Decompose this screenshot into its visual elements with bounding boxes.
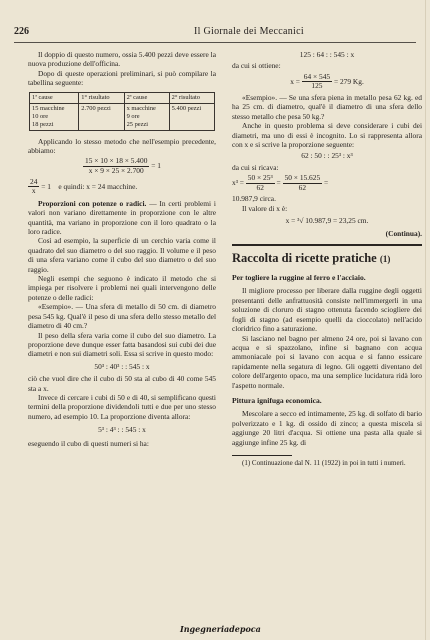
numerator: 50 × 15.625	[284, 173, 321, 183]
equation	[232, 174, 422, 192]
fraction	[83, 157, 149, 175]
journal-title: Il Giornale dei Meccanici	[194, 26, 304, 37]
paragraph: Invece di cercare i cubi di 50 e di 40, si semplificano questi termini della proporzione dividendoli tutti e due per uno stesso numero, ad esempio 10. La proporzione diventa allora:	[28, 392, 216, 421]
section-heading-inline: Proporzioni con potenze o radici.	[38, 198, 147, 208]
fraction	[246, 174, 275, 192]
equation: 125 : 64 : : 545 : x	[299, 50, 355, 59]
numerator: 64 × 545	[303, 71, 331, 81]
right-column	[232, 50, 422, 468]
denominator: 62	[298, 182, 307, 192]
table-cell: x macchine 9 ore 25 pezzi	[124, 103, 169, 130]
table-header-cell: 2° risultato	[169, 92, 214, 103]
page-edge	[425, 0, 426, 640]
numerator: 50 × 25³	[247, 173, 273, 183]
recipe-title: Pittura ignifuga economica.	[232, 395, 322, 405]
table-header-row	[30, 92, 215, 103]
footnote: (1) Continuazione dal N. 11 (1922) in poi in tutti i numeri.	[242, 458, 406, 467]
paragraph: «Esempio». — Se una sfera piena in metallo pesa 62 kg. ed ha 25 cm. di diametro, qual'è il diametro di una sfera dello stesso metallo che pesa 50 kg.?	[232, 93, 422, 121]
paragraph: Anche in questo problema si deve considerare i cubi dei diametri, ma uno di essi è incognito. Lo si rappresenta allora con x e si scrive la proporzione seguente:	[232, 121, 422, 150]
numerator: 15 × 10 × 18 × 5.400	[85, 156, 148, 166]
recipe-title: Per togliere la ruggine al ferro e l'acciaio.	[232, 273, 366, 283]
paragraph: da cui si ottiene:	[232, 61, 281, 71]
equation-rhs: = 279 Kg.	[333, 76, 364, 86]
denominator: 125	[311, 81, 323, 91]
paragraph: Mescolare a secco ed intimamente, 25 kg. di solfato di bario polverizzato e 1 kg. di ossido di zinco; a questa miscela si aggiunge 20 litri d'acqua. Si ottiene una pasta alla quale si aggiunge infine 25 kg. di	[232, 409, 422, 447]
paragraph: Il peso della sfera varia come il cubo del suo diametro. La proporzione deve dunque esser fatta basandosi sui cubi dei due diametri e non sui diametri soli. Essa si scrive in questo modo:	[28, 330, 216, 359]
footnote-rule	[232, 455, 292, 456]
equation: 62 : 50 : : 25³ : x³	[301, 151, 353, 161]
watermark: Ingegneriadepoca	[180, 624, 261, 634]
equation-lhs: x =	[290, 76, 300, 86]
equation-rhs: = 1	[151, 161, 161, 171]
paragraph: Negli esempi che seguono è indicato il metodo che si impiega per risolvere i problemi nei quali intervengono delle potenze o delle radici:	[28, 274, 216, 302]
equation: 5³ : 4³ : : 545 : x	[98, 425, 146, 435]
header-rule	[14, 42, 416, 43]
table-cell: 15 macchine 10 ore 18 pezzi	[30, 103, 79, 130]
table-row	[30, 103, 215, 130]
numerator: 24	[30, 176, 38, 186]
section-rule	[232, 244, 422, 246]
footnote-ref: (1)	[379, 254, 391, 265]
equation-rest: = 1 e quindi: x = 24 macchine.	[41, 181, 138, 191]
paragraph: da cui si ricava:	[232, 162, 279, 172]
fraction	[28, 178, 39, 196]
paragraph: Così ad esempio, la superficie di un cerchio varia come il quadrato del suo diametro o del suo raggio. Il volume e il peso di una sfera variano come il cubo del suo diametro o del suo raggio.	[28, 236, 216, 274]
page-number: 226	[14, 26, 29, 37]
equation	[28, 178, 216, 196]
equation	[232, 73, 422, 91]
paragraph: eseguendo il cubo di questi numeri si ha:	[28, 438, 149, 448]
denominator: 62	[256, 182, 264, 192]
fraction	[302, 73, 332, 91]
paragraph-text: — In certi problemi i valori non variano direttamente in proporzione con le altre quantità, ma variano in proporzione con il loro quadrato o la loro radice.	[28, 198, 216, 237]
running-header	[14, 26, 416, 40]
equation-continuation: 10.987,9 circa.	[232, 194, 276, 204]
equation-equals: =	[324, 178, 329, 188]
equation	[28, 157, 216, 175]
denominator: x	[31, 186, 36, 196]
paragraph: «Esempio». — Una sfera di metallo di 50 cm. di diametro pesa 545 kg. Qual'è il peso di una sfera dello stesso metallo del diametro di 40 cm.?	[28, 302, 216, 331]
paragraph: Si lasciano nel bagno per almeno 24 ore, poi si lavano con acqua e si spazzolano, infine si bagnano con acqua ammoniacale poi si lavano con acqua e si fanno essicare rapidamente nella segatura di legno. Gli oggetti diventano del colore dell'argento opaco, ma una semplice lucidatura ridà loro l'aspetto normale.	[232, 333, 422, 390]
paragraph: Il valore di x è:	[242, 203, 288, 213]
table-header-cell: 1ª cause	[30, 92, 79, 103]
continued-marker: (Continua).	[385, 228, 422, 238]
equation: x = ³√ 10.987,9 = 23,25 cm.	[285, 216, 369, 226]
table-header-cell: 1° risultato	[79, 92, 124, 103]
paragraph: Il doppio di questo numero, ossia 5.400 pezzi deve essere la nuova produzione dell'officina.	[28, 50, 216, 69]
paragraph	[28, 199, 216, 237]
table-cell: 5.400 pezzi	[169, 103, 214, 130]
paragraph: ciò che vuol dire che il cubo di 50 sta al cubo di 40 come 545 sta a x.	[28, 374, 216, 393]
paragraph: Il migliore processo per liberare dalla ruggine degli oggetti presentanti delle anfrattuosità consiste nell'immergerli in una soluzione di cloruro di stagno ottenuta facendo sciogliere dei fogli di stagno (ad esempio quelli da cioccolato) nell'acido cloridrico fino a saturazione.	[232, 286, 422, 334]
denominator: x × 9 × 25 × 2.700	[88, 166, 144, 176]
paragraph: Dopo di queste operazioni preliminari, si può compilare la tabellina seguente:	[28, 68, 216, 88]
table-header-cell: 2ª cause	[124, 92, 169, 103]
fraction	[283, 174, 323, 192]
section-title	[232, 250, 422, 267]
section-title-text: Raccolta di ricette pratiche	[232, 251, 377, 266]
equation-lhs: x³ =	[232, 178, 244, 188]
proportion-table	[29, 92, 215, 131]
equation: 50³ : 40³ : : 545 : x	[94, 361, 150, 371]
equation-equals: =	[276, 178, 281, 188]
table-cell: 2.700 pezzi	[79, 103, 124, 130]
left-column	[28, 50, 216, 448]
paragraph: Applicando lo stesso metodo che nell'esempio precedente, abbiamo:	[28, 136, 216, 156]
